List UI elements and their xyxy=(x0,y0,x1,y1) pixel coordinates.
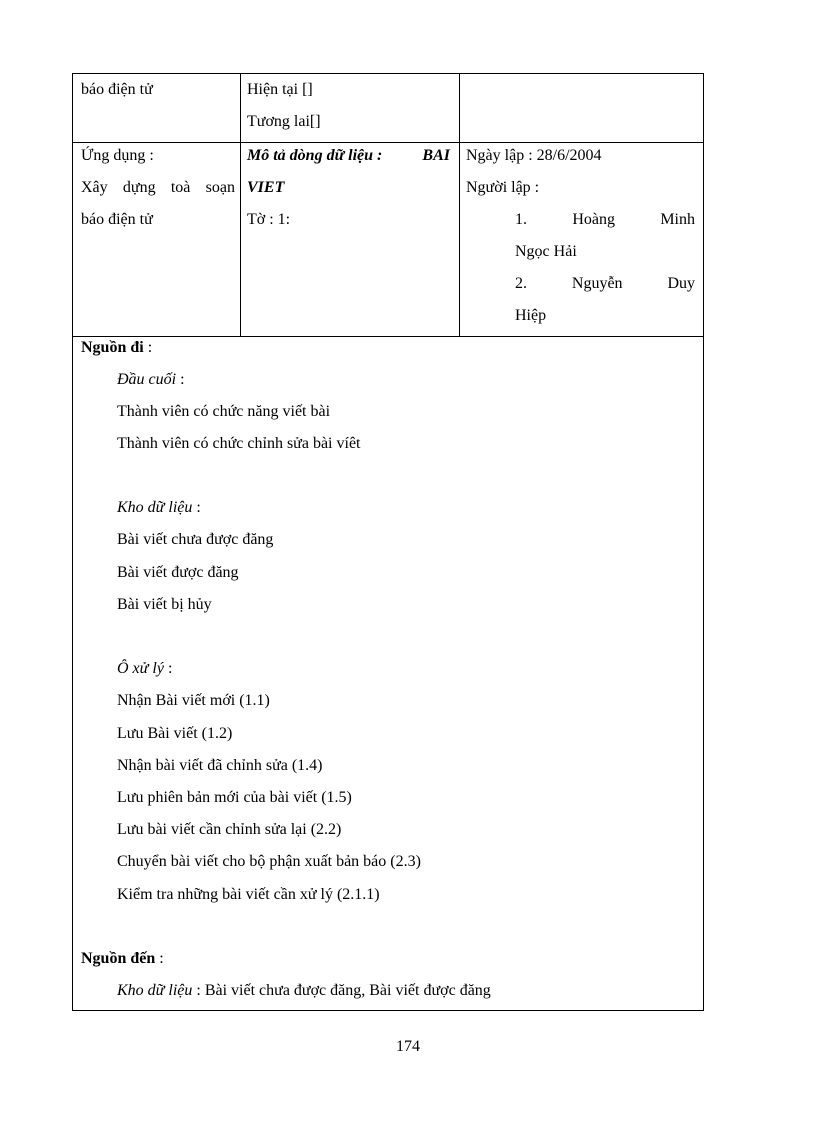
page-number: 174 xyxy=(396,1038,420,1055)
description-title-line2: VIET xyxy=(247,179,285,196)
list-item: Nhận Bài viết mới (1.1) xyxy=(117,692,270,709)
description-title-suffix: BAI xyxy=(422,147,450,164)
author-label: Người lập : xyxy=(466,179,540,196)
destination-data-store xyxy=(117,981,491,1001)
source-heading-colon: : xyxy=(143,339,153,356)
list-item: Chuyển bài viết cho bộ phận xuất bản báo (2.3) xyxy=(117,853,421,870)
created-date: Ngày lập : 28/6/2004 xyxy=(466,147,602,164)
process-colon: : xyxy=(163,660,173,677)
description-title xyxy=(247,146,450,166)
list-item: Lưu phiên bản mới của bài viết (1.5) xyxy=(117,789,352,806)
description-title-prefix: Mô tả dòng dữ liệu : xyxy=(247,147,383,164)
destination-heading xyxy=(81,949,164,969)
column-divider-2 xyxy=(459,74,460,336)
terminal-label: Đầu cuối xyxy=(117,371,177,388)
list-item: Nhận bài viết đã chỉnh sửa (1.4) xyxy=(117,757,323,774)
process-label: Ô xử lý xyxy=(117,660,164,677)
destination-heading-label: Nguồn đến xyxy=(81,950,156,967)
list-item: Kiểm tra những bài viết cần xử lý (2.1.1) xyxy=(117,886,380,903)
destination-data-store-value: : Bài viết chưa được đăng, Bài viết được đăng xyxy=(192,982,491,999)
destination-heading-colon: : xyxy=(155,950,164,967)
process-heading xyxy=(117,659,172,679)
author-1-number: 1. xyxy=(515,211,527,228)
row1-col1-text: báo điện tử xyxy=(81,81,153,98)
author-2-line2: Hiệp xyxy=(515,307,547,324)
list-item: Lưu Bài viết (1.2) xyxy=(117,725,233,742)
application-word: soạn xyxy=(205,179,235,196)
application-word: toà xyxy=(170,179,191,196)
row-divider-1 xyxy=(73,142,703,143)
author-1 xyxy=(515,210,695,230)
data-store-heading xyxy=(117,498,201,518)
author-2-word: Duy xyxy=(667,275,695,292)
list-item: Thành viên có chức năng viết bài xyxy=(117,403,331,420)
author-2 xyxy=(515,274,695,294)
application-name-line1 xyxy=(81,178,235,198)
author-1-line2: Ngọc Hải xyxy=(515,243,577,260)
list-item: Thành viên có chức chỉnh sửa bài víêt xyxy=(117,435,361,452)
list-item: Bài viết được đăng xyxy=(117,564,239,581)
application-label: Ứng dụng : xyxy=(81,147,154,164)
status-current: Hiện tại [] xyxy=(247,81,313,98)
sheet-number: Tờ : 1: xyxy=(247,211,291,228)
application-word: Xây xyxy=(81,179,108,196)
terminal-heading xyxy=(117,370,185,390)
terminal-colon: : xyxy=(176,371,185,388)
data-store-label: Kho dữ liệu xyxy=(117,499,193,516)
author-1-word: Hoàng xyxy=(572,211,615,228)
row-divider-2 xyxy=(73,336,703,337)
data-flow-description-table xyxy=(72,73,704,1011)
destination-data-store-label: Kho dữ liệu xyxy=(117,982,193,999)
list-item: Bài viết chưa được đăng xyxy=(117,531,274,548)
column-divider-1 xyxy=(240,74,241,336)
author-1-word: Minh xyxy=(660,211,695,228)
source-heading-label: Nguồn đi xyxy=(81,339,144,356)
application-word: dựng xyxy=(122,179,156,196)
author-2-number: 2. xyxy=(515,275,527,292)
data-store-colon: : xyxy=(192,499,201,516)
list-item: Lưu bài viết cần chỉnh sửa lại (2.2) xyxy=(117,821,342,838)
author-2-word: Nguyễn xyxy=(571,275,623,292)
status-future: Tương lai[] xyxy=(247,113,321,130)
application-name-line2: báo điện tử xyxy=(81,211,153,228)
source-heading xyxy=(81,338,152,358)
list-item: Bài viết bị hủy xyxy=(117,596,212,613)
